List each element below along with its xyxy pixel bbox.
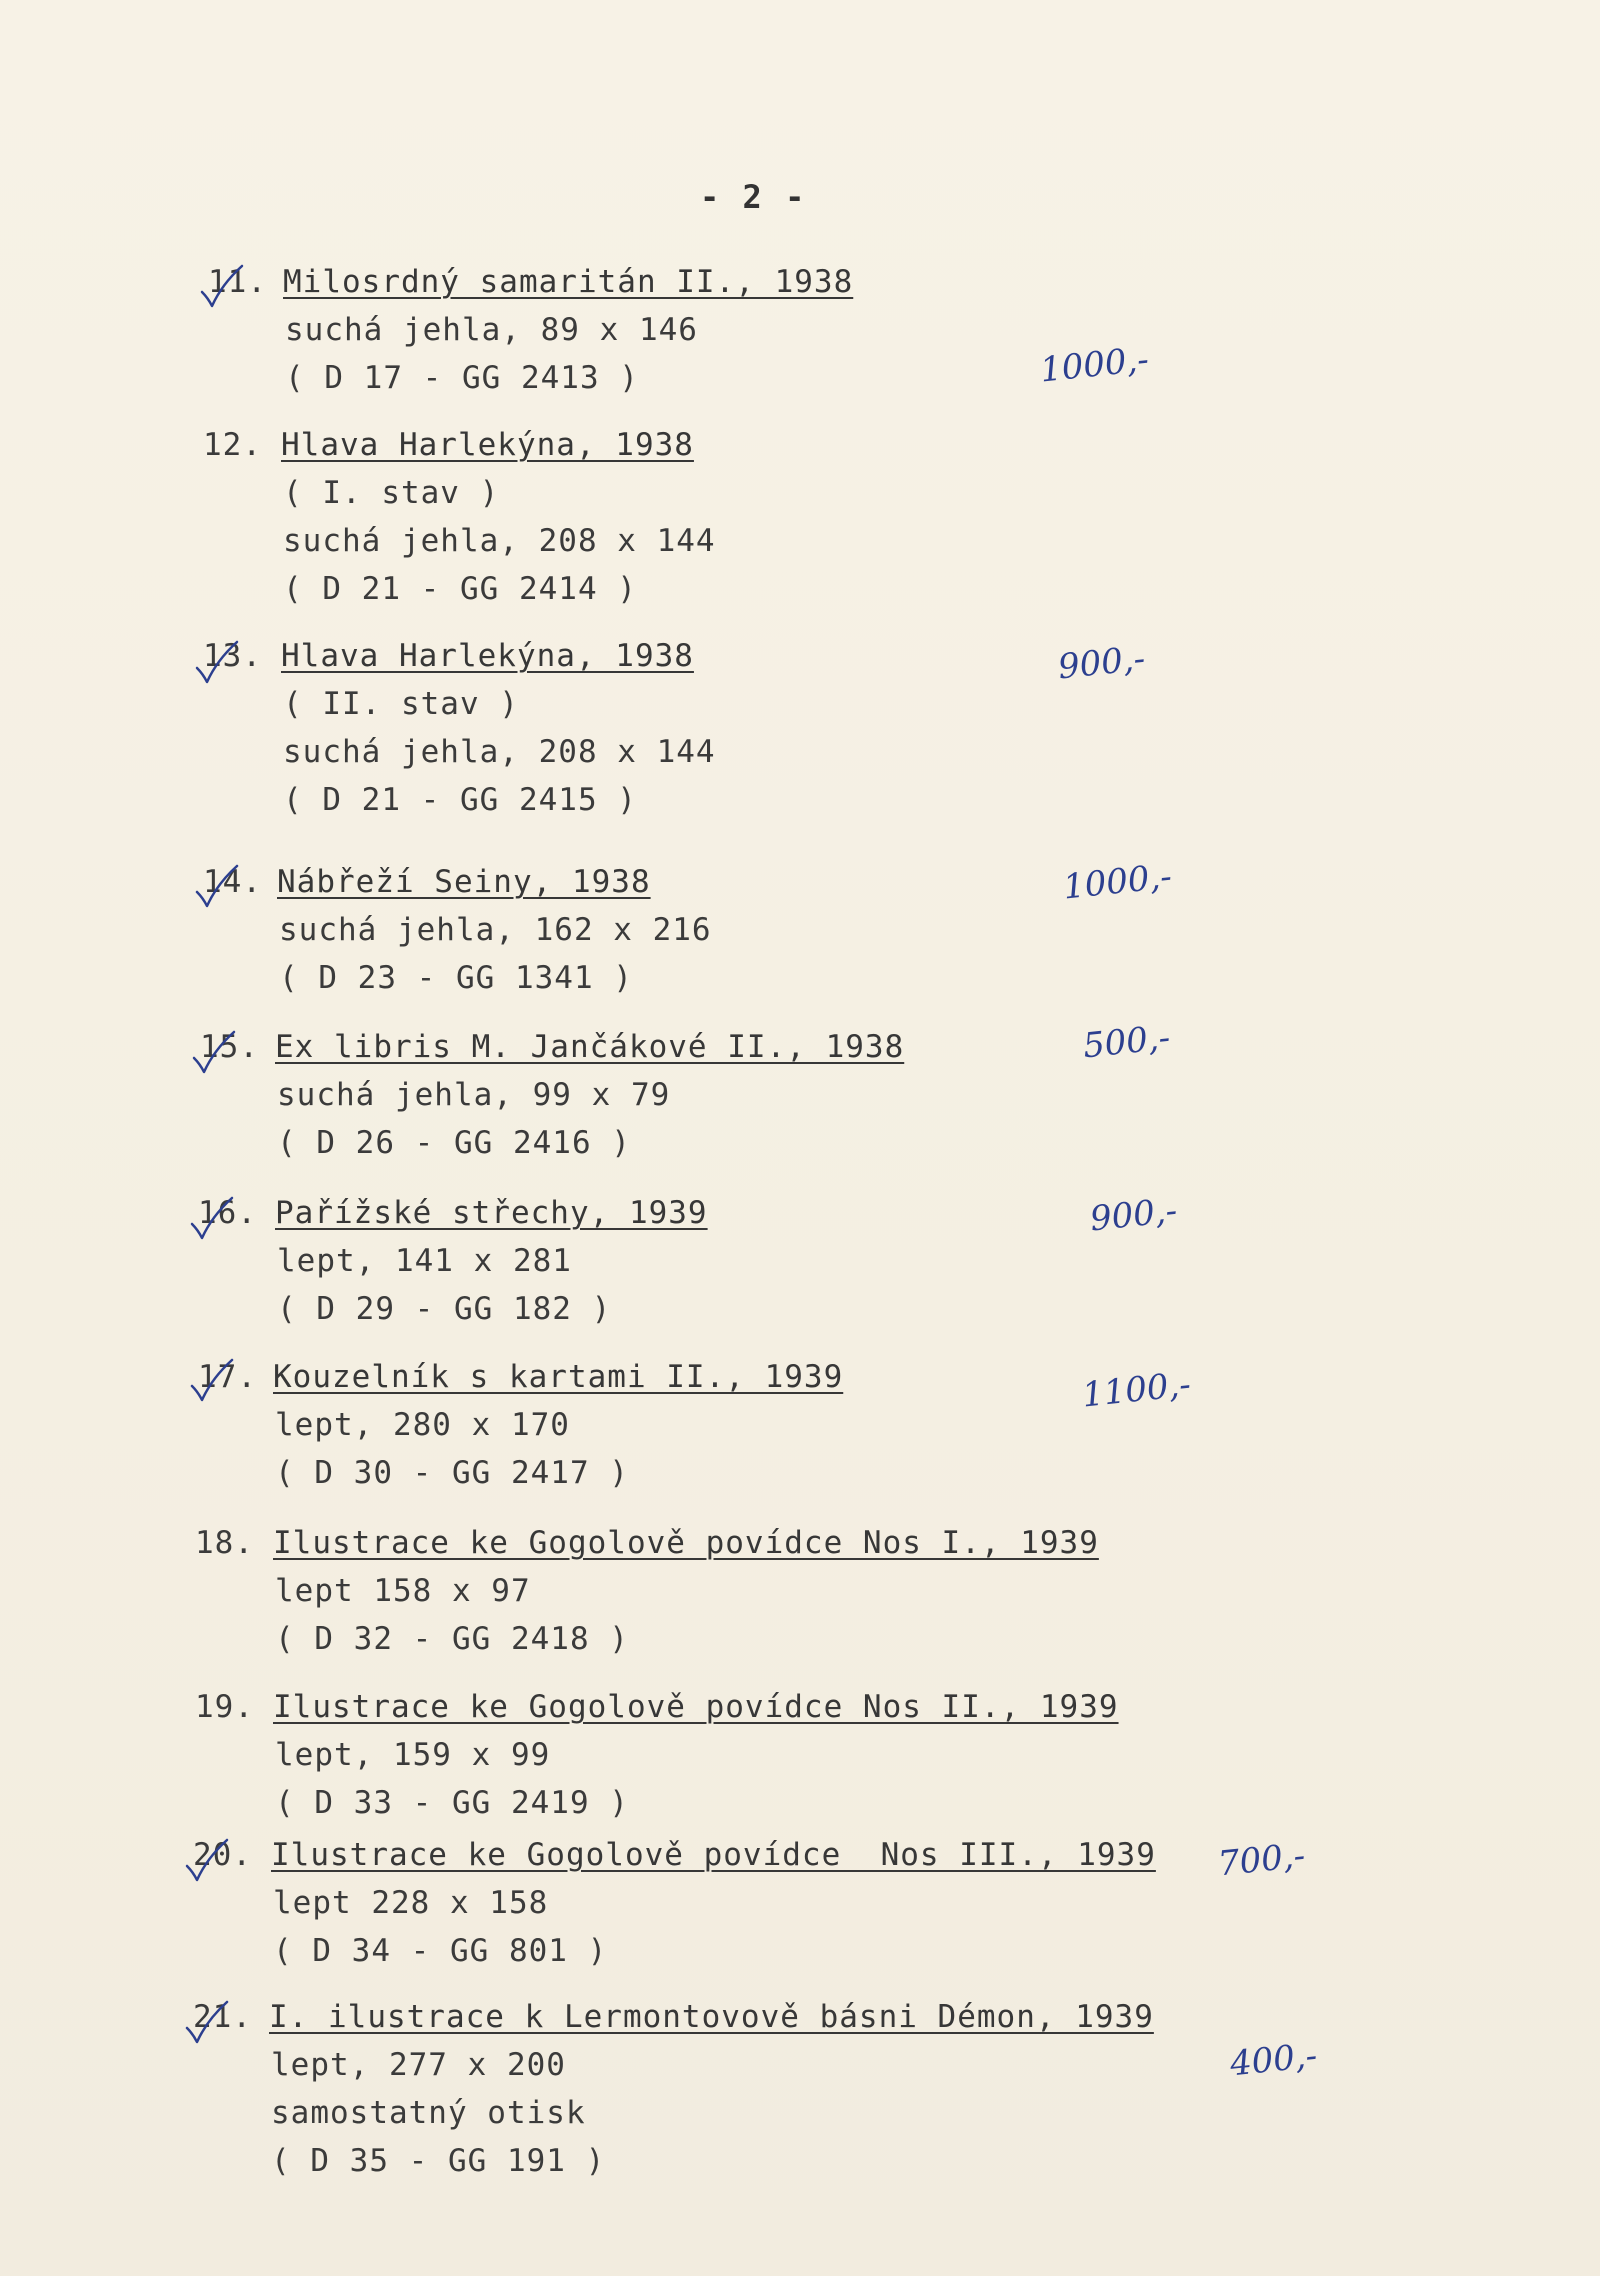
entry-detail-line: ( D 29 - GG 182 ) (277, 1291, 612, 1327)
entry-detail-line: ( D 21 - GG 2415 ) (283, 782, 637, 818)
handwritten-price: 400,- (1228, 2035, 1320, 2085)
entry-detail-line: ( D 23 - GG 1341 ) (279, 960, 633, 996)
entry-detail-line: lept 158 x 97 (275, 1573, 531, 1609)
entry-title: Kouzelník s kartami II., 1939 (273, 1359, 844, 1395)
handwritten-price: 1000,- (1038, 339, 1151, 391)
entry-number: 21. (193, 1999, 252, 2035)
entry-title: Pařížské střechy, 1939 (275, 1195, 708, 1231)
entry-number: 20. (193, 1837, 252, 1873)
entry-title: Nábřeží Seiny, 1938 (277, 864, 651, 900)
entry-detail-line: lept, 141 x 281 (277, 1243, 572, 1279)
checkmark-icon (191, 634, 251, 694)
entry-detail-line: ( D 17 - GG 2413 ) (285, 360, 639, 396)
entry-number: 17. (198, 1359, 257, 1395)
handwritten-price: 900,- (1056, 638, 1148, 688)
entry-title: Ilustrace ke Gogolově povídce Nos III., 1939 (271, 1837, 1156, 1873)
entry-title: Ilustrace ke Gogolově povídce Nos I., 1939 (273, 1525, 1099, 1561)
entry-number: 11. (208, 264, 267, 300)
checkmark-icon (186, 1352, 246, 1412)
entry-title: Ilustrace ke Gogolově povídce Nos II., 1939 (273, 1689, 1119, 1725)
entry-detail-line: lept, 277 x 200 (271, 2047, 566, 2083)
handwritten-price: 700,- (1216, 1835, 1308, 1885)
entry-title: Hlava Harlekýna, 1938 (281, 638, 694, 674)
entry-detail-line: suchá jehla, 99 x 79 (277, 1077, 671, 1113)
entry-detail-line: ( D 21 - GG 2414 ) (283, 571, 637, 607)
entry-detail-line: suchá jehla, 208 x 144 (283, 734, 716, 770)
entry-detail-line: suchá jehla, 208 x 144 (283, 523, 716, 559)
handwritten-price: 1000,- (1061, 856, 1174, 908)
checkmark-icon (188, 1024, 248, 1084)
entry-number: 19. (195, 1689, 254, 1725)
entry-detail-line: suchá jehla, 162 x 216 (279, 912, 712, 948)
entry-title: I. ilustrace k Lermontovově básni Démon, 1939 (269, 1999, 1154, 2035)
entry-detail-line: ( D 26 - GG 2416 ) (277, 1125, 631, 1161)
handwritten-price: 900,- (1088, 1190, 1180, 1240)
entry-detail-line: ( II. stav ) (283, 686, 519, 722)
entry-detail-line: suchá jehla, 89 x 146 (285, 312, 698, 348)
entry-detail-line: lept, 159 x 99 (275, 1737, 551, 1773)
checkmark-icon (191, 858, 251, 918)
entry-detail-line: ( D 33 - GG 2419 ) (275, 1785, 629, 1821)
entry-number: 12. (203, 427, 262, 463)
checkmark-icon (196, 258, 256, 318)
entry-number: 16. (198, 1195, 257, 1231)
entry-number: 13. (203, 638, 262, 674)
checkmark-icon (186, 1190, 246, 1250)
entry-number: 18. (195, 1525, 254, 1561)
handwritten-price: 500,- (1081, 1017, 1173, 1067)
entry-detail-line: ( D 30 - GG 2417 ) (275, 1455, 629, 1491)
entry-title: Hlava Harlekýna, 1938 (281, 427, 694, 463)
checkmark-icon (181, 1994, 241, 2054)
entry-detail-line: lept 228 x 158 (273, 1885, 549, 1921)
entry-detail-line: ( D 34 - GG 801 ) (273, 1933, 608, 1969)
entry-detail-line: samostatný otisk (271, 2095, 586, 2131)
page-number: - 2 - (700, 178, 807, 216)
handwritten-price: 1100,- (1080, 1364, 1193, 1416)
entry-detail-line: ( D 35 - GG 191 ) (271, 2143, 606, 2179)
checkmark-icon (181, 1832, 241, 1892)
entry-number: 15. (200, 1029, 259, 1065)
entry-detail-line: ( D 32 - GG 2418 ) (275, 1621, 629, 1657)
entry-title: Ex libris M. Jančákové II., 1938 (275, 1029, 905, 1065)
entry-title: Milosrdný samaritán II., 1938 (283, 264, 854, 300)
entry-detail-line: lept, 280 x 170 (275, 1407, 570, 1443)
entry-detail-line: ( I. stav ) (283, 475, 500, 511)
entry-number: 14. (203, 864, 262, 900)
